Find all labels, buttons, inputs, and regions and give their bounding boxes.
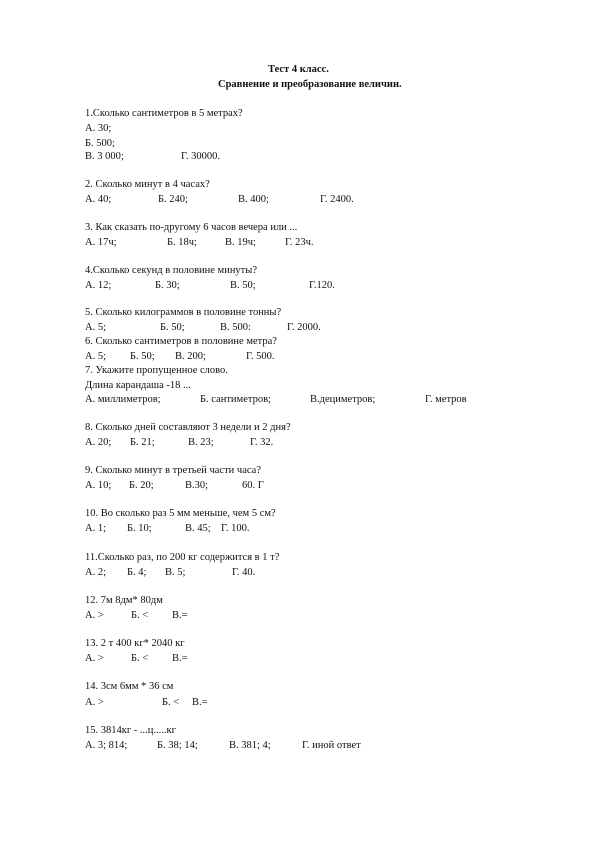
answer-option: В.30; <box>185 480 209 491</box>
question-2: 2. Сколько минут в 4 часах? <box>85 179 210 190</box>
question-15: 15. 3814кг - ...ц.....кг <box>85 725 176 736</box>
answer-option: Б. сантиметров; <box>200 394 271 405</box>
question-7: 7. Укажите пропущенное слово. <box>85 365 228 376</box>
answer-option: Б. 4; <box>127 567 147 578</box>
answer-option: Б. 21; <box>130 437 155 448</box>
answer-option: Б. 10; <box>127 523 152 534</box>
question-13: 13. 2 т 400 кг* 2040 кг <box>85 638 185 649</box>
answer-option: Б. 18ч; <box>167 237 197 248</box>
answer-option: А. 5; <box>85 351 106 362</box>
answer-option: Б. 30; <box>155 280 180 291</box>
answer-option: Б. 50; <box>130 351 155 362</box>
answer-option: А. 3; 814; <box>85 740 128 751</box>
answer-option: А. 1; <box>85 523 106 534</box>
question-14: 14. 3см 6мм * 36 см <box>85 681 174 692</box>
answer-option: В. 200; <box>175 351 206 362</box>
question-11: 11.Сколько раз, по 200 кг содержится в 1 т? <box>85 552 280 563</box>
answer-option: Б. 20; <box>129 480 154 491</box>
question-6: 6. Сколько сантиметров в половине метра? <box>85 336 277 347</box>
answer-option: В. 500: <box>220 322 251 333</box>
answer-option: Б. 50; <box>160 322 185 333</box>
answer-option: Г. иной ответ <box>302 740 361 751</box>
question-1: 1.Сколько сантиметров в 5 метрах? <box>85 108 243 119</box>
answer-option: В.= <box>192 697 208 708</box>
answer-option: В.= <box>172 610 188 621</box>
answer-option: Г.120. <box>309 280 335 291</box>
answer-option: В. 23; <box>188 437 214 448</box>
answer-option: А. миллиметров; <box>85 394 161 405</box>
question-7-text: Длина карандаша -18 ... <box>85 380 191 391</box>
answer-option: А. 10; <box>85 480 112 491</box>
question-9: 9. Сколько минут в третьей части часа? <box>85 465 261 476</box>
answer-option: А. 30; <box>85 123 112 134</box>
answer-option: А. > <box>85 610 104 621</box>
question-12: 12. 7м 8дм* 80дм <box>85 595 163 606</box>
question-4: 4.Сколько секунд в половине минуты? <box>85 265 257 276</box>
answer-option: Б. < <box>162 697 180 708</box>
answer-option: Г. 40. <box>232 567 256 578</box>
answer-option: Б. < <box>131 653 149 664</box>
answer-option: В. 400; <box>238 194 269 205</box>
answer-option: Г. 30000. <box>181 151 221 162</box>
answer-option: Б. 38; 14; <box>157 740 198 751</box>
answer-option: А. 17ч; <box>85 237 117 248</box>
answer-option: Г. 23ч. <box>285 237 314 248</box>
answer-option: А. 20; <box>85 437 112 448</box>
answer-option: А. 2; <box>85 567 106 578</box>
answer-option: В. 3 000; <box>85 151 124 162</box>
page-subtitle: Сравнение и преобразование величин. <box>218 79 402 90</box>
answer-option: Б. 500; <box>85 138 115 149</box>
answer-option: 60. Г <box>242 480 264 491</box>
answer-option: Г. 100. <box>221 523 250 534</box>
answer-option: В.дециметров; <box>310 394 376 405</box>
question-5: 5. Сколько килограммов в половине тонны? <box>85 307 282 318</box>
answer-option: В. 381; 4; <box>229 740 271 751</box>
answer-option: Г. 2000. <box>287 322 321 333</box>
page-title: Тест 4 класс. <box>268 64 329 75</box>
question-10: 10. Во сколько раз 5 мм меньше, чем 5 см? <box>85 508 276 519</box>
answer-option: В. 19ч; <box>225 237 256 248</box>
answer-option: В. 5; <box>165 567 186 578</box>
question-3: 3. Как сказать по-другому 6 часов вечера или ... <box>85 222 298 233</box>
question-8: 8. Сколько дней составляют 3 недели и 2 дня? <box>85 422 291 433</box>
answer-option: Г. 32. <box>250 437 274 448</box>
answer-option: Б. < <box>131 610 149 621</box>
answer-option: А. > <box>85 653 104 664</box>
answer-option: А. 12; <box>85 280 112 291</box>
answer-option: Б. 240; <box>158 194 188 205</box>
answer-option: В. 50; <box>230 280 256 291</box>
answer-option: А. 40; <box>85 194 112 205</box>
answer-option: Г. 500. <box>246 351 275 362</box>
answer-option: В. 45; <box>185 523 211 534</box>
answer-option: Г. метров <box>425 394 467 405</box>
answer-option: А. > <box>85 697 104 708</box>
answer-option: В.= <box>172 653 188 664</box>
answer-option: Г. 2400. <box>320 194 354 205</box>
answer-option: А. 5; <box>85 322 106 333</box>
